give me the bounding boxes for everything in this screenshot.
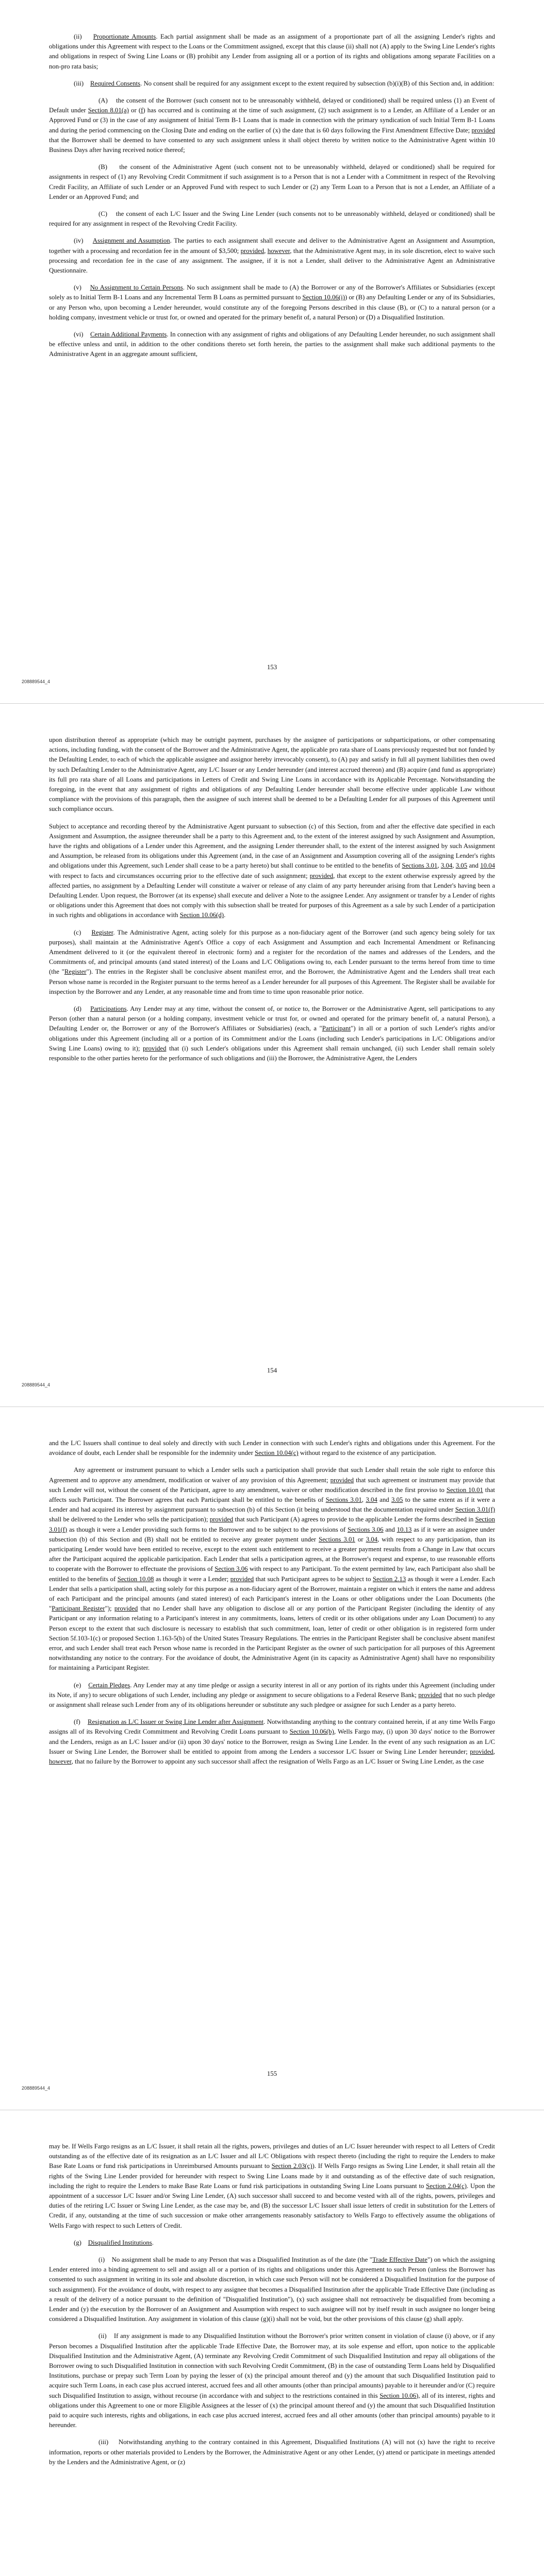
page-body [49,735,495,1071]
paragraph: (g) Disqualified Institutions. [74,2239,154,2246]
paragraph: (C) the consent of each L/C Issuer and the Swing Line Lender (such consents not to be unreasonably withheld, delayed or conditioned) shall be required for any assignment in respect of the Revolving Credit Facility. [49,210,495,228]
paragraph: (iii) Required Consents. No consent shall be required for any assignment except to the extent required by subsection (b)(i)(B) of this Section and, in addition: [74,79,494,87]
page [0,2110,544,2576]
paragraph: (B) the consent of the Administrative Agent (such consent not to be unreasonably withheld, delayed or conditioned) shall be required for assignments in respect of (1) any Revolving Credit Commitment if such assignment is to a Person that is not a Lender with a Commitment in respect of the Revolving Credit Facility, an Affiliate of such Lender or an Approved Fund with respect to such Lender or (2) any Term Loan to a Person that is not a Lender, an Affiliate of a Lender or an Approved Fund; and [49,163,495,200]
page-body [49,2142,495,2475]
page-number: 154 [267,1367,277,1374]
paragraph: and the L/C Issuers shall continue to deal solely and directly with such Lender in connection with such Lender's rights and obligations under this Agreement. For the avoidance of doubt, each Lender shall be responsible for the indemnity under Section 10.04(c) without regard to the existence of any participation. [49,1439,495,1457]
paragraph: (v) No Assignment to Certain Persons. No such assignment shall be made to (A) the Borrower or any of the Borrower's Affiliates or Subsidiaries (except solely as to Initial Term B-1 Loans and any Incremental Term B Loans as permitted pursuant to Section 10.06(i)) or (B) any Defaulting Lender or any of its Subsidiaries, or any Person who, upon becoming a Lender hereunder, would constitute any of the foregoing Persons described in this clause (B), or (C) to a natural person (or a holding company, investment vehicle or trust for, or owned and operated for the primary benefit of, a natural Person) or (D) a Disqualified Institution. [49,284,495,321]
paragraph: Any agreement or instrument pursuant to which a Lender sells such a participation shall provide that such Lender shall retain the sole right to enforce this Agreement and to approve any amendment, modification or waiver of any provision of this Agreement; provided that such agreement or instrument may provide that such Lender will not, without the consent of the Participant, agree to any amendment, waiver or other modification described in the first proviso to Section 10.01 that affects such Participant. The Borrower agrees that each Participant shall be entitled to the benefits of Sections 3.01, 3.04 and 3.05 to the same extent as if it were a Lender and had acquired its interest by assignment pursuant to subsection (b) of this Section (it being understood that the documentation required under Section 3.01(f) shall be delivered to the Lender who sells the participation); provided that such Participant (A) agrees to provide to the applicable Lender the forms described in Section 3.01(f) as though it were a Lender providing such forms to the Borrower and to be subject to the provisions of Sections 3.06 and 10.13 as if it were an assignee under subsection (b) of this Section and (B) shall not be entitled to receive any greater payment under Sections 3.01 or 3.04, with respect to any participation, than its participating Lender would have been entitled to receive, except to the extent such entitlement to receive a greater payment results from a Change in Law that occurs after the Participant acquired the applicable participation. Each Lender that sells a participation agrees, at the Borrower's request and expense, to use reasonable efforts to cooperate with the Borrower to effectuate the provisions of Section 3.06 with respect to any Participant. To the extent permitted by law, each Participant also shall be entitled to the benefits of Section 10.08 as though it were a Lender; provided that such Participant agrees to be subject to Section 2.13 as though it were a Lender. Each Lender that sells a participation shall, acting solely for this purpose as a non-fiduciary agent of the Borrower, maintain a register on which it enters the name and address of each Participant and the principal amounts (and stated interest) of each Participant's interest in the Loans or other obligations under the Loan Documents (the "Participant Register"); provided that no Lender shall have any obligation to disclose all or any portion of the Participant Register (including the identity of any Participant or any information relating to a Participant's interest in any commitments, loans, letters of credit or its other obligations under any Loan Document) to any Person except to the extent that such disclosure is necessary to establish that such commitment, loan, letter of credit or other obligation is in registered form under Section 5f.103-1(c) or proposed Section 1.163-5(b) of the United States Treasury Regulations. The entries in the Participant Register shall be conclusive absent manifest error, and such Lender shall treat each Person whose name is recorded in the Participant Register as the owner of such participation for all purposes of this Agreement notwithstanding any notice to the contrary. For the avoidance of doubt, the Administrative Agent (in its capacity as Administrative Agent) shall have no responsibility for maintaining a Participant Register. [49,1466,496,1672]
paragraph: upon distribution thereof as appropriate (which may be outright payment, purchases by the assignee of participations or subparticipations, or other compensating actions, including funding, with the consent of the Borrower and the Administrative Agent, the applicable pro rata share of Loans previously requested but not funded by the Defaulting Lender, to each of which the applicable assignee and assignor hereby irrevocably consent), to (A) pay and satisfy in full all payment liabilities then owed by such Defaulting Lender to the Administrative Agent, any L/C Issuer or any Lender hereunder (and interest accrued thereon) and (B) acquire (and fund as appropriate) its full pro rata share of all Loans and participations in Letters of Credit and Swing Line Loans in accordance with its Applicable Percentage. Notwithstanding the foregoing, in the event that any assignment of rights and obligations of any Defaulting Lender hereunder shall become effective under applicable Law without compliance with the provisions of this paragraph, then the assignee of such interest shall be deemed to be a Defaulting Lender for all purposes of this Agreement until such compliance occurs. [49,736,495,813]
page [0,0,544,703]
paragraph: (iv) Assignment and Assumption. The parties to each assignment shall execute and deliver to the Administrative Agent an Assignment and Assumption, together with a processing and recordation fee in the amount of $3,500; provided, however, that the Administrative Agent may, in its sole discretion, elect to waive such processing and recordation fee in the case of any assignment. The assignee, if it is not a Lender, shall deliver to the Administrative Agent an Administrative Questionnaire. [49,237,496,275]
paragraph: (A) the consent of the Borrower (such consent not to be unreasonably withheld, delayed or conditioned) shall be required unless (1) an Event of Default under Section 8.01(a) or (f) has occurred and is continuing at the time of such assignment, (2) such assignment is to a Lender, an Affiliate of a Lender or an Approved Fund or (3) in the case of any assignment of Initial Term B-1 Loans that is made in connection with the primary syndication of such Initial Term B-1 Loans and during the period commencing on the Closing Date and ending on the earlier of (x) the date that is 60 days following the First Amendment Effective Date; provided that the Borrower shall be deemed to have consented to any such assignment unless it shall object thereto by written notice to the Administrative Agent within 10 Business Days after having received notice thereof; [49,97,495,154]
paragraph: (c) Register. The Administrative Agent, acting solely for this purpose as a non-fiduciary agent of the Borrower (and such agency being solely for tax purposes), shall maintain at the Administrative Agent's Office a copy of each Assignment and Assumption and each Incremental Amendment or Refinancing Amendment delivered to it (or the equivalent thereof in electronic form) and a register for the recordation of the names and addresses of the Lenders, and the Commitments of, and principal amounts (and stated interest) of the Loans and L/C Obligations owing to, each Lender pursuant to the terms hereof from time to time (the "Register"). The entries in the Register shall be conclusive absent manifest error, and the Borrower, the Administrative Agent and the Lenders shall treat each Person whose name is recorded in the Register pursuant to the terms hereof as a Lender hereunder for all purposes of this Agreement. The Register shall be available for inspection by the Borrower and any Lender, at any reasonable time and from time to time upon reasonable prior notice. [49,928,495,995]
document-id: 208889544_4 [22,679,51,684]
paragraph: (ii) Proportionate Amounts. Each partial assignment shall be made as an assignment of a proportionate part of all the assigning Lender's rights and obligations under this Agreement with respect to the Loans or the Commitment assigned, except that this clause (ii) shall not (A) apply to the Swing Line Lender's rights and obligations in respect of Swing Line Loans or (B) prohibit any Lender from assigning all or a portion of its rights and obligations among separate Facilities on a non-pro rata basis; [49,33,495,70]
page-divider [0,1406,544,1407]
page-number: 155 [267,2070,277,2077]
paragraph: (d) Participations. Any Lender may at any time, without the consent of, or notice to, the Borrower or the Administrative Agent, sell participations to any Person (other than a natural person (or a holding company, investment vehicle or trust for, or owned and operated for the primary benefit of, a natural Person), a Defaulting Lender or, the Borrower or any of the Borrower's Affiliates or Subsidiaries) (each, a "Participant") in all or a portion of such Lender's rights and/or obligations under this Agreement (including all or a portion of its Commitment and/or the Loans (including such Lender's participations in L/C Obligations and/or Swing Line Loans) owing to it); provided that (i) such Lender's obligations under this Agreement shall remain unchanged, (ii) such Lender shall remain solely responsible to the other parties hereto for the performance of such obligations and (iii) the Borrower, the Administrative Agent, the Lenders [49,1005,496,1062]
paragraph: (ii) If any assignment is made to any Disqualified Institution without the Borrower's prior written consent in violation of clause (i) above, or if any Person becomes a Disqualified Institution after the applicable Trade Effective Date, the Borrower may, at its sole expense and effort, upon notice to the applicable Disqualified Institution and the Administrative Agent, (A) terminate any Revolving Credit Commitment of such Disqualified Institution and repay all obligations of the Borrower owing to such Disqualified Institution in connection with such Revolving Credit Commitment, (B) in the case of outstanding Term Loans held by Disqualified Institutions, purchase or prepay such Term Loan by paying the lesser of (x) the principal amount thereof and (y) the amount that such Disqualified Institution paid to acquire such Term Loans, in each case plus accrued interest, accrued fees and all other amounts (other than principal amounts) payable to it hereunder and/or (C) require such Disqualified Institution to assign, without recourse (in accordance with and subject to the restrictions contained in this Section 10.06), all of its interest, rights and obligations under this Agreement to one or more Eligible Assignees at the lesser of (x) the principal amount thereof and (y) the amount that such Disqualified Institution paid to acquire such interests, rights and obligations, in each case plus accrued interest, accrued fees and all other amounts (other than principal amounts) payable to it hereunder. [49,2332,495,2429]
page-body [49,32,495,367]
paragraph: Subject to acceptance and recording thereof by the Administrative Agent pursuant to subsection (c) of this Section, from and after the effective date specified in each Assignment and Assumption, the assignee thereunder shall be a party to this Agreement and, to the extent of the interest assigned by such Assignment and Assumption, have the rights and obligations of a Lender under this Agreement, and the assigning Lender thereunder shall, to the extent of the interest assigned by such Assignment and Assumption, be released from its obligations under this Agreement (and, in the case of an Assignment and Assumption covering all of the assigning Lender's rights and obligations under this Agreement, such Lender shall cease to be a party hereto) but shall continue to be entitled to the benefits of Sections 3.01, 3.04, 3.05 and 10.04 with respect to facts and circumstances occurring prior to the effective date of such assignment; provided, that except to the extent otherwise expressly agreed by the affected parties, no assignment by a Defaulting Lender will constitute a waiver or release of any claim of any party hereunder arising from that Lender's having been a Defaulting Lender. Upon request, the Borrower (at its expense) shall execute and deliver a Note to the assignee Lender. Any assignment or transfer by a Lender of rights or obligations under this Agreement that does not comply with this subsection shall be treated for purposes of this Agreement as a sale by such Lender of a participation in such rights and obligations in accordance with Section 10.06(d). [49,822,495,919]
paragraph: (e) Certain Pledges. Any Lender may at any time pledge or assign a security interest in all or any portion of its rights under this Agreement (including under its Note, if any) to secure obligations of such Lender, including any pledge or assignment to secure obligations to a Federal Reserve Bank; provided that no such pledge or assignment shall release such Lender from any of its obligations hereunder or substitute any such pledgee or assignee for such Lender as a party hereto. [49,1681,495,1709]
paragraph: (iii) Notwithstanding anything to the contrary contained in this Agreement, Disqualified Institutions (A) will not (x) have the right to receive information, reports or other materials provided to Lenders by the Borrower, the Administrative Agent or any other Lender, (y) attend or participate in meetings attended by the Lenders and the Administrative Agent, or (z) [49,2438,495,2466]
page-number: 153 [267,664,277,671]
page [0,703,544,1406]
paragraph: (i) No assignment shall be made to any Person that was a Disqualified Institution as of the date (the "Trade Effective Date") on which the assigning Lender entered into a binding agreement to sell and assign all or a portion of its rights and obligations under this Agreement to such Person (unless the Borrower has consented to such assignment in writing in its sole and absolute discretion, in which case such Person will not be considered a Disqualified Institution for the purpose of such assignment). For the avoidance of doubt, with respect to any assignee that becomes a Disqualified Institution after the applicable Trade Effective Date (including as a result of the delivery of a notice pursuant to the definition of "Disqualified Institution"), (x) such assignee shall not retroactively be disqualified from becoming a Lender and (y) the execution by the Borrower of an Assignment and Assumption with respect to such assignee will not by itself result in such assignee no longer being considered a Disqualified Institution. Any assignment in violation of this clause (g)(i) shall not be void, but the other provisions of this clause (g) shall apply. [49,2256,495,2323]
page-body [49,1438,495,1774]
paragraph: may be. If Wells Fargo resigns as an L/C Issuer, it shall retain all the rights, powers, privileges and duties of an L/C Issuer hereunder with respect to all Letters of Credit outstanding as of the effective date of its resignation as an L/C Issuer and all L/C Obligations with respect thereto (including the right to require the Lenders to make Base Rate Loans or fund risk participations in Unreimbursed Amounts pursuant to Section 2.03(c)). If Wells Fargo resigns as Swing Line Lender, it shall retain all the rights of the Swing Line Lender provided for hereunder with respect to Swing Line Loans made by it and outstanding as of the effective date of such resignation, including the right to require the Lenders to make Base Rate Loans or fund risk participations in outstanding Swing Line Loans pursuant to Section 2.04(c). Upon the appointment of a successor L/C Issuer and/or Swing Line Lender, (A) such successor shall succeed to and become vested with all of the rights, powers, privileges and duties of the retiring L/C Issuer or Swing Line Lender, as the case may be, and (B) the successor L/C Issuer shall issue letters of credit in substitution for the Letters of Credit, if any, outstanding at the time of such succession or make other arrangements reasonably satisfactory to Wells Fargo to effectively assume the obligations of Wells Fargo with respect to such Letters of Credit. [49,2143,496,2229]
page-divider [0,703,544,704]
paragraph: (vi) Certain Additional Payments. In connection with any assignment of rights and obligations of any Defaulting Lender hereunder, no such assignment shall be effective unless and until, in addition to the other conditions thereto set forth herein, the parties to the assignment shall make such additional payments to the Administrative Agent in an aggregate amount sufficient, [49,331,496,358]
page [0,1406,544,2110]
document-id: 208889544_4 [22,2086,51,2091]
document-id: 208889544_4 [22,1382,51,1387]
paragraph: (f) Resignation as L/C Issuer or Swing Line Lender after Assignment. Notwithstanding anything to the contrary contained herein, if at any time Wells Fargo assigns all of its Revolving Credit Commitment and Revolving Credit Loans pursuant to Section 10.06(b), Wells Fargo may, (i) upon 30 days' notice to the Borrower and the Lenders, resign as an L/C Issuer and/or (ii) upon 30 days' notice to the Borrower, resign as Swing Line Lender. In the event of any such resignation as an L/C Issuer or Swing Line Lender, the Borrower shall be entitled to appoint from among the Lenders a successor L/C Issuer or Swing Line Lender hereunder; provided, however, that no failure by the Borrower to appoint any such successor shall affect the resignation of Wells Fargo as an L/C Issuer or Swing Line Lender, as the case [49,1718,495,1766]
